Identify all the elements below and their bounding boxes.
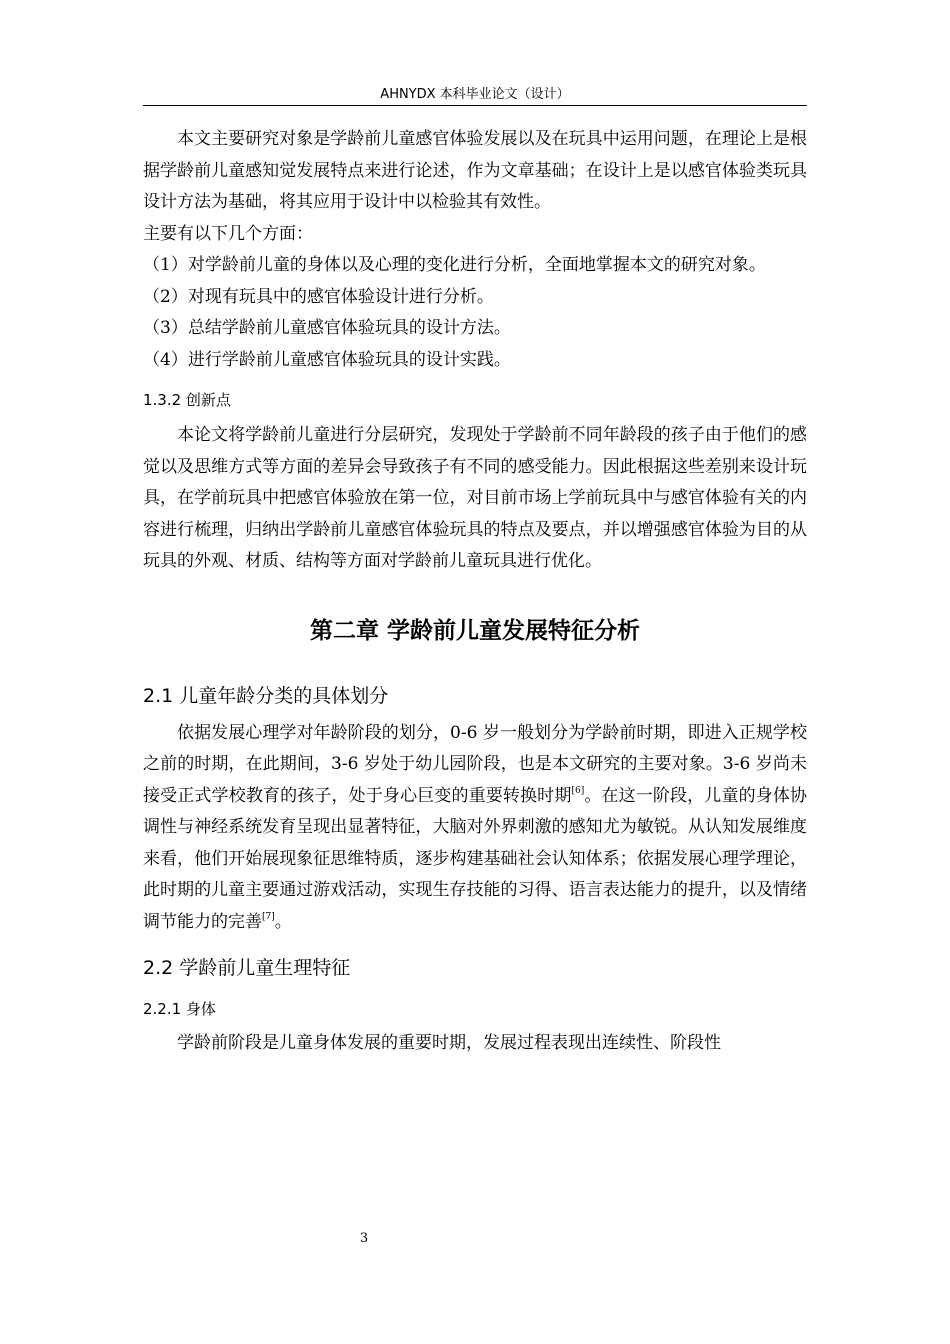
header-divider (143, 105, 807, 106)
list-item-3: （3）总结学龄前儿童感官体验玩具的设计方法。 (143, 318, 511, 338)
innovation-paragraph: 本论文将学龄前儿童进行分层研究，发现处于学龄前不同年龄段的孩子由于他们的感觉以及思维方式等方面的差异会导致孩子有不同的感受能力。因此根据这些差别来设计玩具，在学前玩具中把感官体验放在第一位，对目前市场上学前玩具中与感官体验有关的内容进行梳理，归纳出学龄前儿童感官体验玩具的特点及要点，并以增强感官体验为目的从玩具的外观、材质、结构等方面对学龄前儿童玩具进行优化。 (143, 425, 807, 571)
chapter-title: 第二章 学龄前儿童发展特征分析 (309, 617, 640, 644)
list-item-1: （1）对学龄前儿童的身体以及心理的变化进行分析，全面地掌握本文的研究对象。 (143, 255, 766, 275)
intro-lead: 主要有以下几个方面： (143, 223, 313, 244)
intro-paragraph: 本文主要研究对象是学龄前儿童感官体验发展以及在玩具中运用问题，在理论上是根据学龄前儿童感知觉发展特点来进行论述，作为文章基础；在设计上是以感官体验类玩具设计方法为基础，将其应用于设计中以检验其有效性。 (143, 129, 807, 212)
page-header: AHNYDX 本科毕业论文（设计） (380, 87, 570, 102)
section-heading-2-1: 2.1 儿童年龄分类的具体划分 (143, 684, 389, 707)
citation-6: [6] (571, 785, 585, 796)
page-body (143, 124, 807, 1060)
age-division-text-1: 依据发展心理学对年龄阶段的划分，0-6 岁一般划分为学龄前时期，即进入正规学校之前的时期，在此期间，3-6 岁处于幼儿园阶段，也是本文研究的主要对象。3-6 岁尚未接受正式学校教育的孩子，处于身心巨变的重要转换时期 (143, 722, 807, 806)
list-item-4: （4）进行学龄前儿童感官体验玩具的设计实践。 (143, 349, 511, 370)
body-paragraph: 学龄前阶段是儿童身体发展的重要时期，发展过程表现出连续性、阶段性 (177, 1033, 721, 1053)
citation-7: [7] (262, 911, 275, 922)
list-item-2: （2）对现有玩具中的感官体验设计进行分析。 (143, 286, 494, 307)
age-division-text-2: 。在这一阶段，儿童的身体协调性与神经系统发育呈现出显著特征，大脑对外界刺激的感知尤为敏锐。从认知发展维度来看，他们开始展现象征思维特质，逐步构建基础社会认知体系；依据发展心理学理论，此时期的儿童主要通过游戏活动，实现生存技能的习得、语言表达能力的提升，以及情绪调节能力的完善 (143, 785, 807, 932)
age-division-text-3: 。 (274, 911, 292, 932)
age-division-paragraph (143, 718, 807, 939)
section-heading-2-2: 2.2 学龄前儿童生理特征 (143, 957, 351, 979)
section-heading-1-3-2: 1.3.2 创新点 (143, 391, 231, 409)
section-heading-2-2-1: 2.2.1 身体 (143, 1000, 216, 1018)
page-number: 3 (359, 1231, 369, 1246)
